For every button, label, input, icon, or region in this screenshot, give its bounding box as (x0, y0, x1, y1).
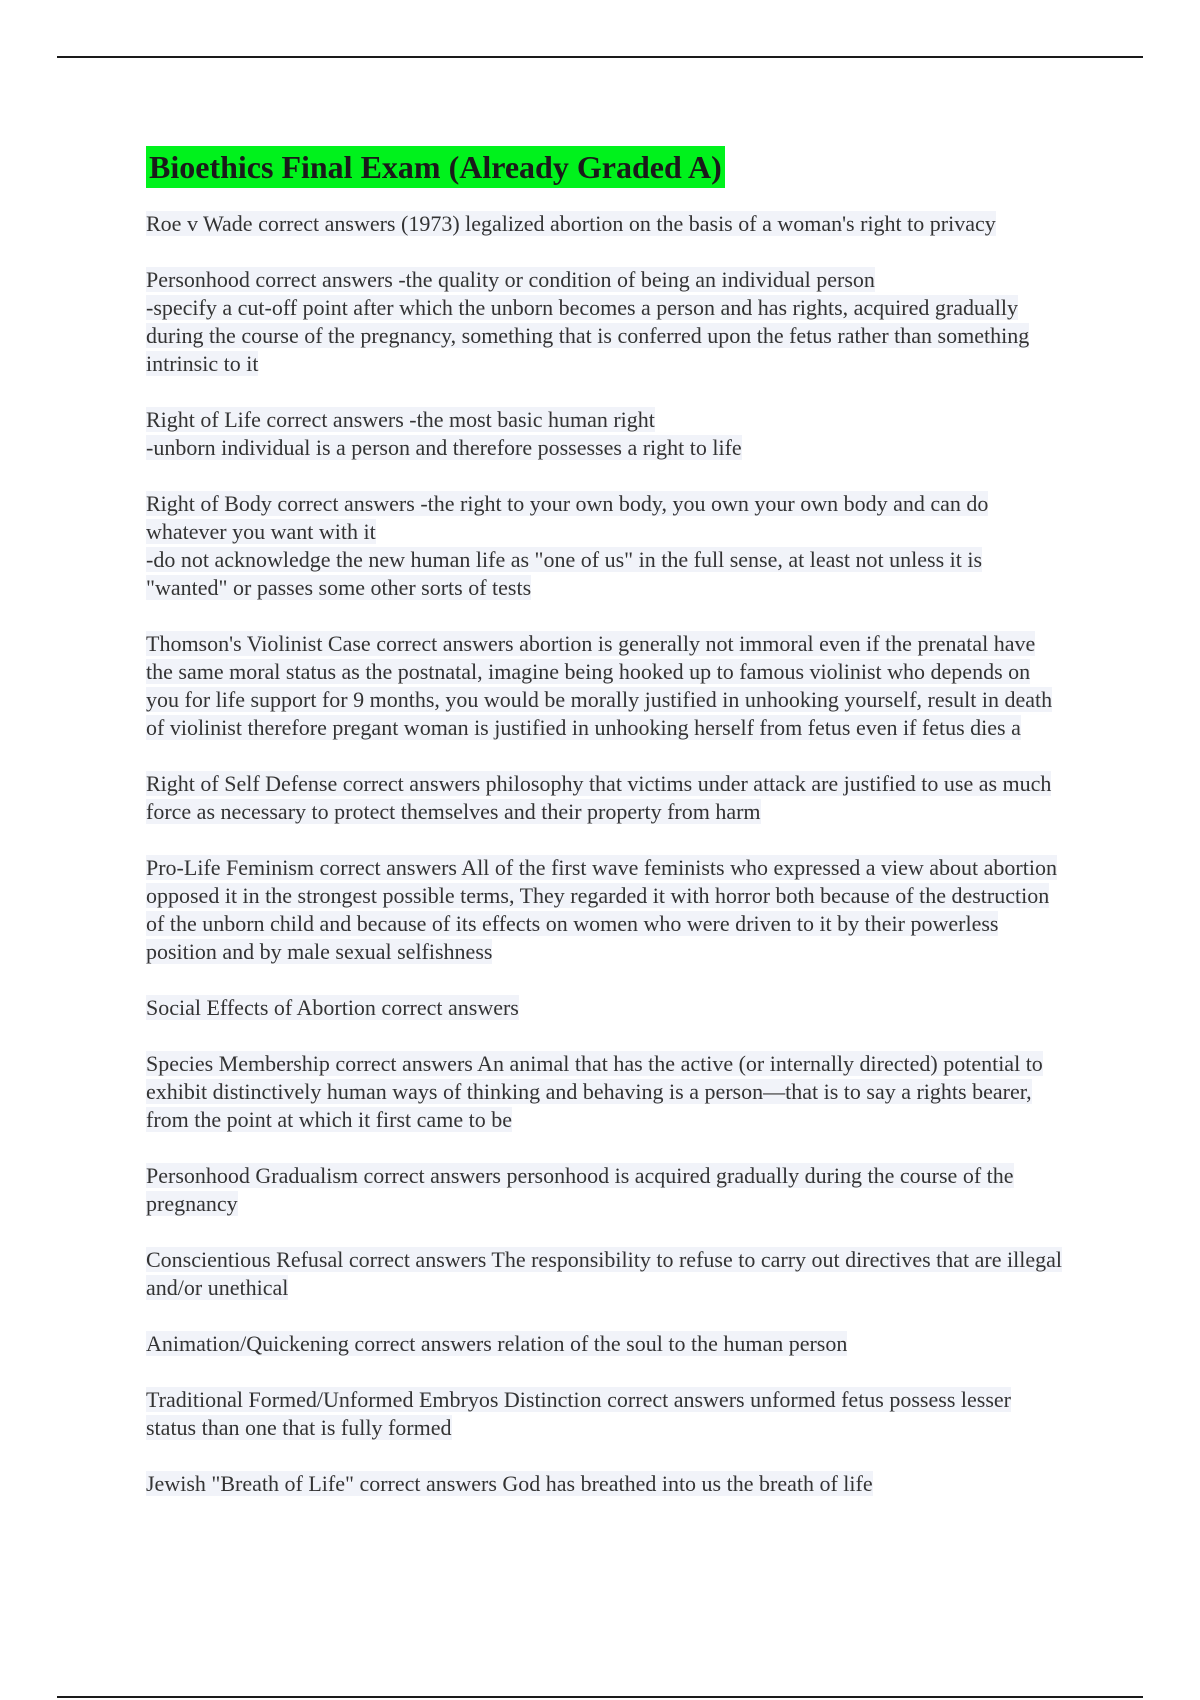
entry-text: Social Effects of Abortion correct answers (146, 995, 519, 1020)
entry-text: Pro-Life Feminism correct answers All of the first wave feminists who expressed a view about abortion opposed it in the strongest possible terms, They regarded it with horror both because of the destruction of the unborn child and because of its effects on women who were driven to it by their powerless position and by male sexual selfishness (146, 855, 1057, 964)
document-body (146, 146, 1066, 1526)
entry-conscientious-refusal (146, 1246, 1066, 1302)
entry-self-defense (146, 770, 1066, 826)
entry-thomsons-violinist (146, 630, 1066, 742)
header-rule (57, 56, 1143, 58)
entry-text: -unborn individual is a person and therefore possesses a right to life (146, 435, 742, 460)
entry-text: Right of Self Defense correct answers philosophy that victims under attack are justified to use as much force as necessary to protect themselves and their property from harm (146, 771, 1052, 824)
entry-text: Right of Body correct answers -the right to your own body, you own your own body and can do whatever you want with it (146, 491, 989, 544)
entry-right-of-life (146, 406, 1066, 462)
entry-text: Animation/Quickening correct answers relation of the soul to the human person (146, 1331, 848, 1356)
entry-social-effects (146, 994, 1066, 1022)
entry-text: Jewish "Breath of Life" correct answers God has breathed into us the breath of life (146, 1471, 873, 1496)
entry-text: Conscientious Refusal correct answers The responsibility to refuse to carry out directives that are illegal and/or unethical (146, 1247, 1062, 1300)
entry-pro-life-feminism (146, 854, 1066, 966)
entry-text: -specify a cut-off point after which the unborn becomes a person and has rights, acquired gradually during the course of the pregnancy, something that is conferred upon the fetus rather than something intrinsic to it (146, 295, 1030, 376)
entry-species-membership (146, 1050, 1066, 1134)
entry-breath-of-life (146, 1470, 1066, 1498)
entry-animation-quickening (146, 1330, 1066, 1358)
entry-text: Traditional Formed/Unformed Embryos Distinction correct answers unformed fetus possess lesser status than one that is fully formed (146, 1387, 1011, 1440)
entry-roe-v-wade (146, 210, 1066, 238)
document-title: Bioethics Final Exam (Already Graded A) (146, 146, 725, 188)
entry-text: Roe v Wade correct answers (1973) legalized abortion on the basis of a woman's right to privacy (146, 211, 996, 236)
entry-text: Species Membership correct answers An animal that has the active (or internally directed) potential to exhibit distinctively human ways of thinking and behaving is a person—that is to say a rights bearer, from the point at which it first came to be (146, 1051, 1043, 1132)
entry-text: Personhood Gradualism correct answers personhood is acquired gradually during the course of the pregnancy (146, 1163, 1014, 1216)
entry-text: Right of Life correct answers -the most basic human right (146, 407, 655, 432)
entry-personhood-gradualism (146, 1162, 1066, 1218)
entry-text: -do not acknowledge the new human life as "one of us" in the full sense, at least not unless it is "wanted" or passes some other sorts of tests (146, 547, 983, 600)
entry-personhood (146, 266, 1066, 378)
entry-formed-unformed-embryos (146, 1386, 1066, 1442)
entry-right-of-body (146, 490, 1066, 602)
entry-text: Thomson's Violinist Case correct answers abortion is generally not immoral even if the prenatal have the same moral status as the postnatal, imagine being hooked up to famous violinist who depends on you for life support for 9 months, you would be morally justified in unhooking yourself, result in death of violinist therefore pregant woman is justified in unhooking herself from fetus even if fetus dies a (146, 631, 1053, 740)
entry-text: Personhood correct answers -the quality or condition of being an individual person (146, 267, 875, 292)
footer-rule (57, 1696, 1143, 1698)
